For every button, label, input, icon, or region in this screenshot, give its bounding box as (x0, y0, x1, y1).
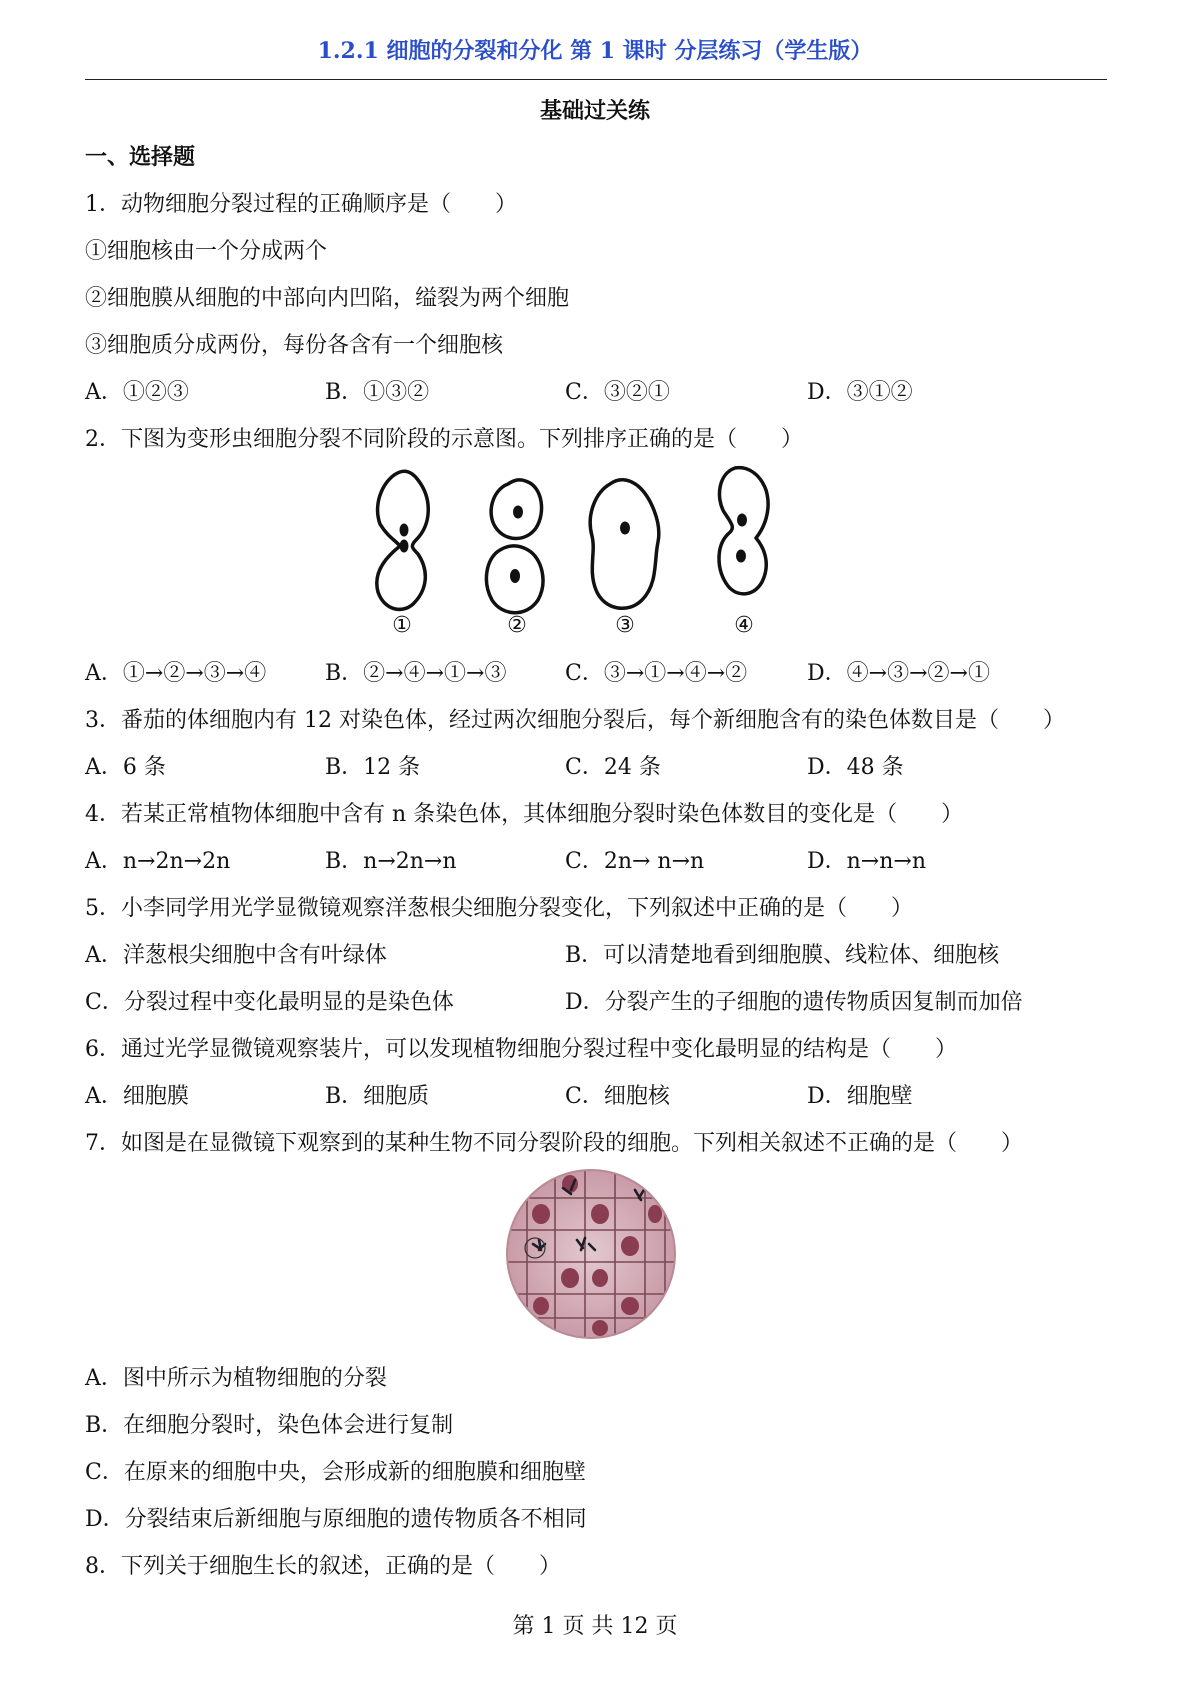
option-c[interactable]: C．分裂过程中变化最明显的是染色体 (85, 990, 454, 1015)
figure-label-3: ③ (615, 613, 635, 638)
question-4-options (85, 844, 1045, 874)
nucleus-2-bottom (510, 569, 520, 583)
option-c[interactable]: C．24 条 (565, 755, 661, 780)
option-b[interactable]: B．①③② (325, 380, 430, 405)
micrograph-figure (505, 1168, 677, 1340)
part-heading: 一、选择题 (85, 144, 196, 170)
question-5-stem: 5．小李同学用光学显微镜观察洋葱根尖细胞分裂变化，下列叙述中正确的是（ ） (85, 896, 913, 921)
question-7-option-b[interactable]: B．在细胞分裂时，染色体会进行复制 (85, 1413, 454, 1438)
question-3-stem: 3．番茄的体细胞内有 12 对染色体，经过两次细胞分裂后，每个新细胞含有的染色体数目是（ ） (85, 708, 1065, 733)
question-1-stem: 1．动物细胞分裂过程的正确顺序是（ ） (85, 192, 517, 217)
option-a[interactable]: A．n→2n→2n (85, 849, 231, 874)
nucleus-4-bottom (736, 550, 746, 563)
question-1-item-3: ③细胞质分成两份，每份各含有一个细胞核 (85, 333, 504, 358)
question-8-stem: 8．下列关于细胞生长的叙述，正确的是（ ） (85, 1554, 561, 1579)
page-number: 第 1 页 共 12 页 (512, 1614, 678, 1639)
question-6-options (85, 1079, 1045, 1109)
option-a[interactable]: A．①②③ (85, 380, 189, 405)
option-d[interactable]: D．细胞壁 (807, 1084, 913, 1109)
nucleus-1-bottom (400, 540, 409, 553)
amoeba-division-figure (360, 462, 830, 642)
question-3-options (85, 750, 1045, 780)
option-b[interactable]: B．可以清楚地看到细胞膜、线粒体、细胞核 (565, 943, 1000, 968)
section-title: 基础过关练 (539, 98, 650, 124)
nucleus-4-top (737, 514, 747, 527)
figure-label-1: ① (392, 613, 412, 638)
option-a[interactable]: A．细胞膜 (85, 1084, 189, 1109)
option-b[interactable]: B．②→④→①→③ (325, 661, 507, 686)
option-b[interactable]: B．细胞质 (325, 1084, 430, 1109)
question-7-option-c[interactable]: C．在原来的细胞中央，会形成新的细胞膜和细胞壁 (85, 1460, 586, 1485)
figure-label-4: ④ (734, 613, 754, 638)
option-d[interactable]: D．④→③→②→① (807, 661, 990, 686)
question-5-options-row-2 (85, 985, 1045, 1015)
figure-label-2: ② (507, 613, 527, 638)
question-7-option-d[interactable]: D．分裂结束后新细胞与原细胞的遗传物质各不相同 (85, 1507, 587, 1532)
nucleus-3 (620, 522, 630, 535)
document-title: 1.2.1 细胞的分裂和分化 第 1 课时 分层练习（学生版） (317, 38, 873, 64)
amoeba-cell-3 (590, 480, 659, 609)
question-2-options (85, 656, 1045, 686)
option-c[interactable]: C．细胞核 (565, 1084, 670, 1109)
nucleus-2-top (513, 506, 523, 519)
question-1-item-1: ①细胞核由一个分成两个 (85, 239, 328, 264)
option-a[interactable]: A．①→②→③→④ (85, 661, 267, 686)
question-4-stem: 4．若某正常植物体细胞中含有 n 条染色体，其体细胞分裂时染色体数目的变化是（ ） (85, 802, 964, 827)
header-divider (85, 79, 1107, 80)
question-2-stem: 2．下图为变形虫细胞分裂不同阶段的示意图。下列排序正确的是（ ） (85, 427, 803, 452)
option-d[interactable]: D．分裂产生的子细胞的遗传物质因复制而加倍 (565, 990, 1023, 1015)
option-c[interactable]: C．2n→ n→n (565, 849, 705, 874)
option-d[interactable]: D．n→n→n (807, 849, 927, 874)
option-a[interactable]: A．洋葱根尖细胞中含有叶绿体 (85, 943, 387, 968)
option-b[interactable]: B．n→2n→n (325, 849, 457, 874)
nucleus-1-top (400, 524, 409, 537)
option-a[interactable]: A．6 条 (85, 755, 166, 780)
question-1-options (85, 375, 1045, 405)
amoeba-cell-4 (719, 468, 768, 594)
option-c[interactable]: C．③→①→④→② (565, 661, 748, 686)
question-7-option-a[interactable]: A．图中所示为植物细胞的分裂 (85, 1366, 387, 1391)
option-b[interactable]: B．12 条 (325, 755, 421, 780)
question-6-stem: 6．通过光学显微镜观察装片，可以发现植物细胞分裂过程中变化最明显的结构是（ ） (85, 1037, 958, 1062)
question-1-item-2: ②细胞膜从细胞的中部向内凹陷，缢裂为两个细胞 (85, 286, 570, 311)
option-d[interactable]: D．③①② (807, 380, 913, 405)
question-5-options-row-1 (85, 938, 1045, 968)
question-7-stem: 7．如图是在显微镜下观察到的某种生物不同分裂阶段的细胞。下列相关叙述不正确的是（ ） (85, 1131, 1024, 1156)
option-d[interactable]: D．48 条 (807, 755, 904, 780)
option-c[interactable]: C．③②① (565, 380, 670, 405)
